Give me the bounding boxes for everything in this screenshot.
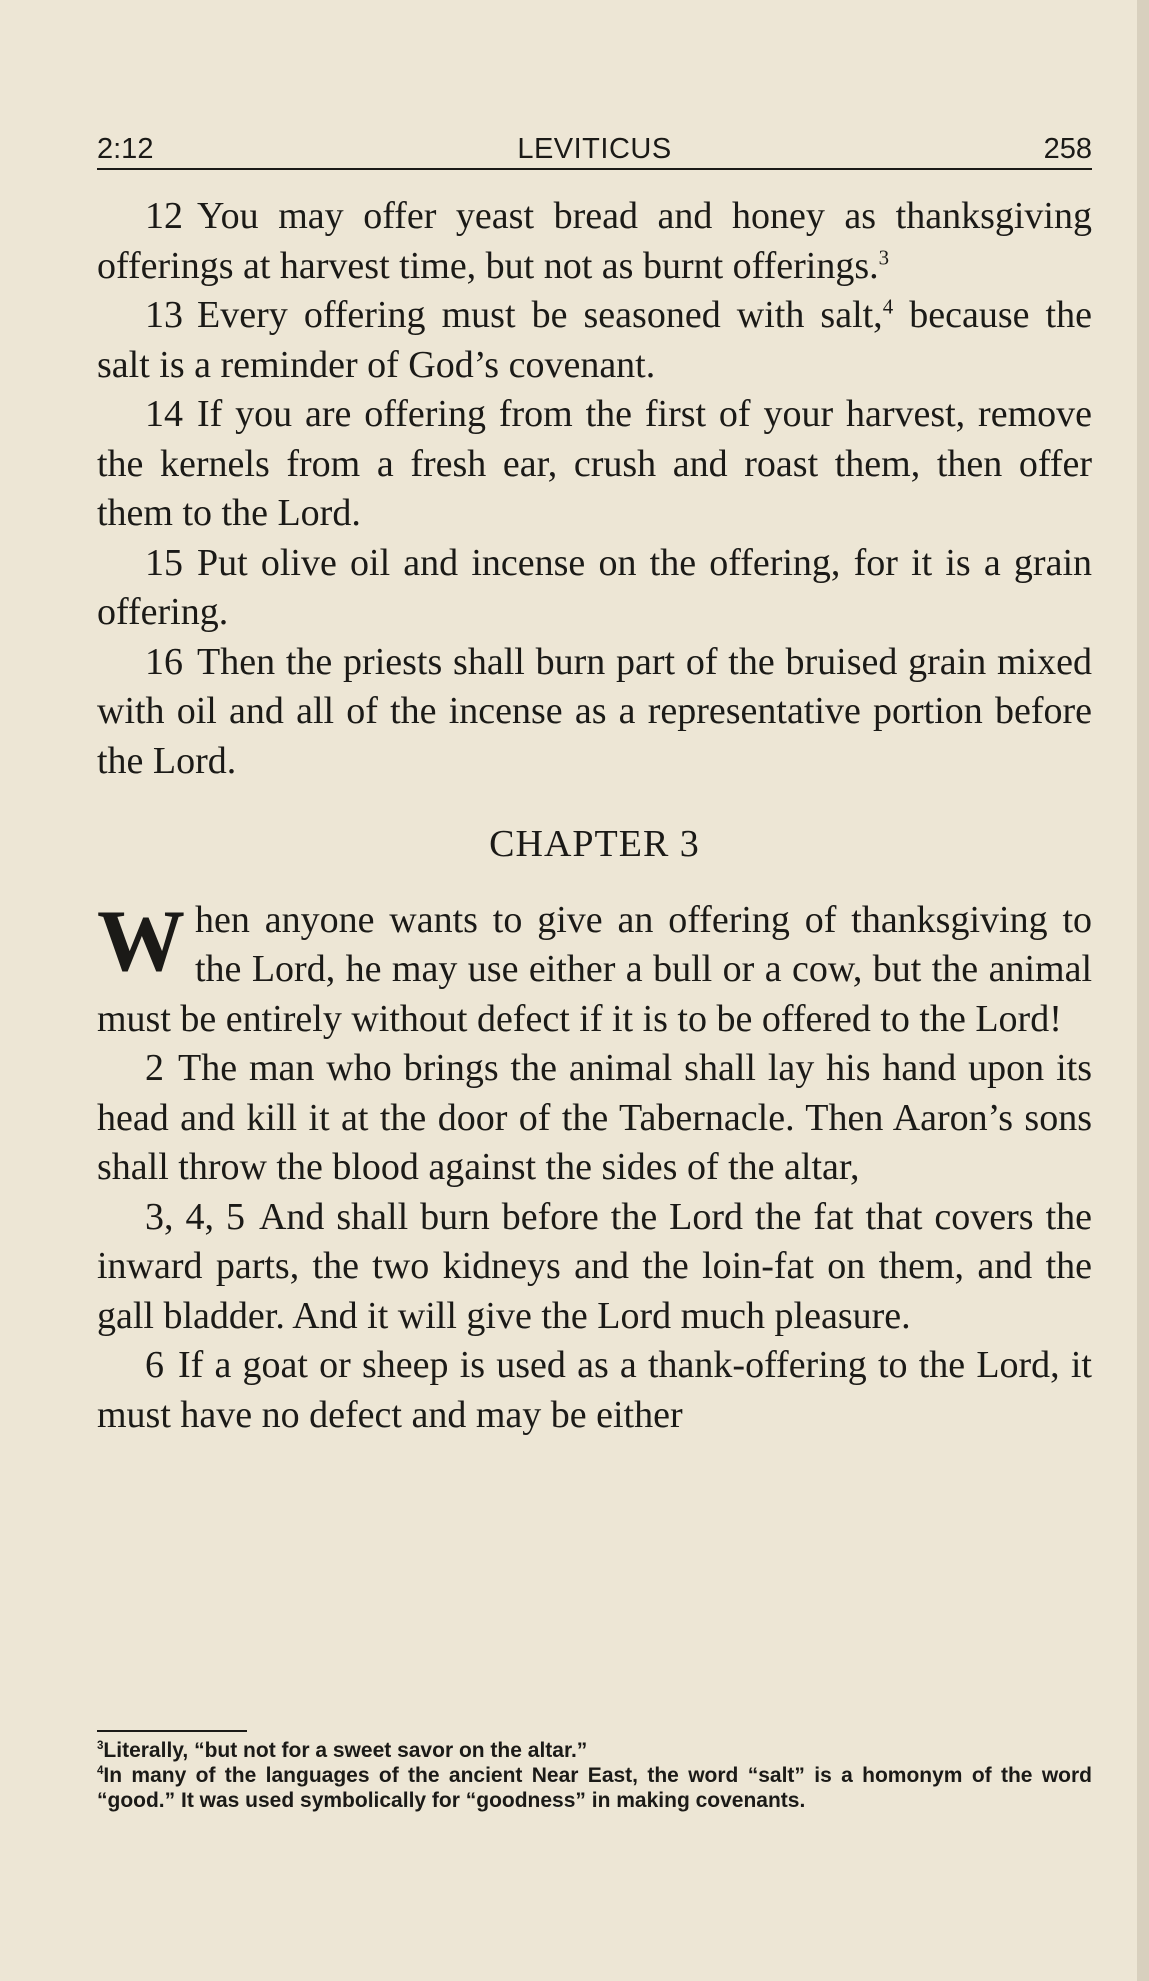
verse-text: You may offer yeast bread and honey as thanksgiving offerings at harvest time, but not as burnt offerings. bbox=[97, 195, 1092, 287]
verse-14 bbox=[97, 390, 1092, 539]
verse-number: 13 bbox=[145, 294, 183, 336]
footnote-reference: 4 bbox=[882, 294, 894, 319]
verse-text: Every offering must be seasoned with salt, bbox=[197, 294, 883, 336]
running-head bbox=[97, 130, 1092, 170]
footnotes bbox=[97, 1738, 1092, 1813]
chapter-heading: CHAPTER 3 bbox=[489, 823, 700, 865]
verse-16 bbox=[97, 638, 1092, 787]
verse-text: If you are offering from the first of your harvest, remove the kernels from a fresh ear, crush and roast them, then offer them to the Lord. bbox=[97, 393, 1092, 534]
book-title: LEVITICUS bbox=[517, 133, 672, 165]
drop-cap: W bbox=[97, 892, 185, 990]
verse-12 bbox=[97, 192, 1092, 291]
footnote-divider bbox=[97, 1730, 247, 1732]
opening-text: hen anyone wants to give an offering of thanksgiving to the Lord, he may use either a bull or a cow, but the animal must be entirely without defect if it is to be offered to the Lord! bbox=[97, 898, 1092, 1040]
footnote-mark: 3 bbox=[97, 1740, 104, 1752]
verse-text: Put olive oil and incense on the offering, for it is a grain offering. bbox=[97, 541, 1092, 633]
verse-number: 3, 4, 5 bbox=[145, 1195, 245, 1238]
verse-15 bbox=[97, 539, 1092, 638]
chapter-opening-paragraph bbox=[97, 892, 1092, 1045]
verse-text: Then the priests shall burn part of the bruised grain mixed with oil and all of the incense as a representative portion before the Lord. bbox=[97, 640, 1092, 782]
verse-number: 14 bbox=[145, 393, 183, 435]
footnote-text: In many of the languages of the ancient Near East, the word “salt” is a homonym of the word “good.” It was used symbolically for “goodness” in making covenants. bbox=[97, 1764, 1092, 1812]
verse-3-4-5 bbox=[97, 1193, 1092, 1342]
body-text bbox=[97, 192, 1092, 1440]
verse-number: 6 bbox=[145, 1344, 164, 1386]
verse-2 bbox=[97, 1044, 1092, 1193]
verse-number: 2 bbox=[145, 1047, 164, 1089]
page-number: 258 bbox=[1043, 133, 1092, 165]
verse-text: The man who brings the animal shall lay his hand upon its head and kill it at the door of the Tabernacle. Then Aaron’s sons shall throw the blood against the sides of the altar, bbox=[97, 1047, 1092, 1188]
footnote-text: Literally, “but not for a sweet savor on the altar.” bbox=[103, 1739, 588, 1762]
footnote-mark: 4 bbox=[97, 1765, 104, 1777]
verse-text: If a goat or sheep is used as a thank-offering to the Lord, it must have no defect and may be either bbox=[97, 1344, 1092, 1436]
verse-number: 16 bbox=[145, 640, 183, 683]
footnote-3 bbox=[97, 1738, 1092, 1763]
footnote-reference: 3 bbox=[878, 244, 890, 269]
verse-6 bbox=[97, 1341, 1092, 1440]
footnote-4 bbox=[97, 1763, 1092, 1813]
verse-text: And shall burn before the Lord the fat that covers the inward parts, the two kidneys and the loin-fat on them, and the gall bladder. And it will give the Lord much pleasure. bbox=[97, 1195, 1092, 1337]
verse-number: 15 bbox=[145, 541, 183, 584]
verse-text-continued: because the salt is a reminder of God’s covenant. bbox=[97, 294, 1092, 386]
chapter-verse-reference: 2:12 bbox=[97, 133, 154, 165]
verse-number: 12 bbox=[145, 195, 183, 237]
verse-13 bbox=[97, 291, 1092, 390]
page-edge bbox=[1137, 0, 1149, 1981]
